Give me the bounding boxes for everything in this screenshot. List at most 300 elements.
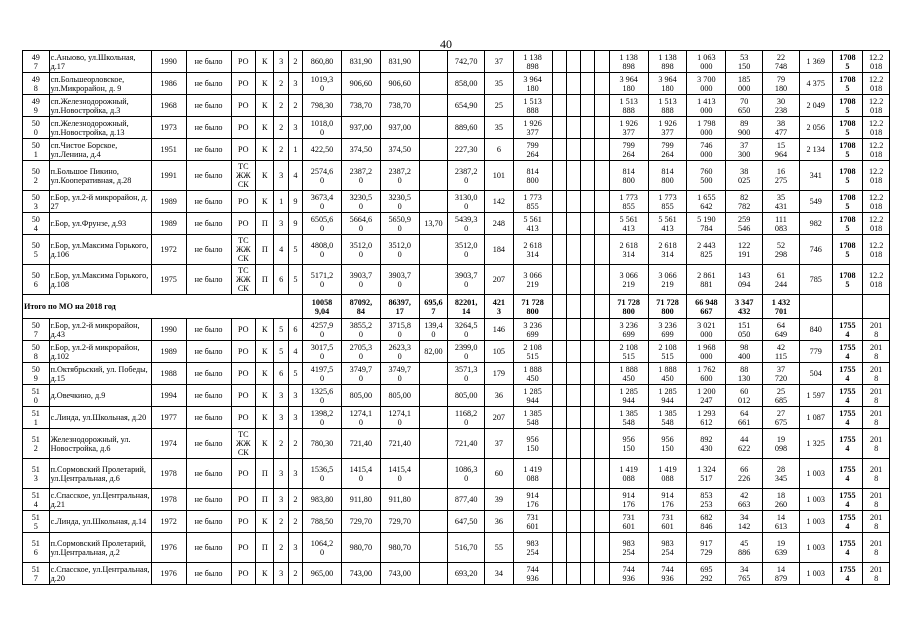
total-cell: 695,6 7 [419,295,448,319]
cell-r: 12.2 018 [863,117,890,139]
empty-cell [566,459,580,489]
cell-addr: с.Спасское, ул.Центральная, д.20 [50,564,150,583]
cell-a: 983,80 [303,489,342,511]
cell-mat: РО [231,533,256,563]
empty-cell [566,213,580,235]
cell-n: 50 2 [23,161,50,191]
cell-o: 79 180 [763,73,800,95]
cell-m: 151 050 [726,319,763,341]
empty-cell [581,117,595,139]
empty-cell [595,341,609,363]
cell-d [419,191,448,213]
cell-o: 18 260 [763,489,800,511]
cell-w: К [256,363,274,385]
cell-y: 1989 [151,191,186,213]
page-number: 40 [440,37,452,51]
cell-j: 2 108 515 [609,341,648,363]
cell-f: 5 [274,319,288,341]
cell-m: 143 094 [726,265,763,295]
cell-q: 1755 4 [832,319,863,341]
cell-o: 42 115 [763,341,800,363]
cell-j: 814 800 [609,161,648,191]
cell-y: 1974 [151,429,186,459]
cell-i: 744 936 [513,563,552,585]
cell-q: 1755 4 [832,489,863,511]
empty-cell [595,489,609,511]
cell-g: 693,20 [448,563,485,585]
cell-y: 1976 [151,563,186,585]
table-row [23,511,890,533]
total-cell: 10058 9,04 [303,295,342,319]
cell-b: 374,50 [341,139,380,161]
cell-p: 1 003 [799,511,832,533]
empty-cell [595,429,609,459]
cell-p: 746 [799,235,832,265]
cell-o: 22 748 [763,51,800,73]
cell-m: 185 000 [726,73,763,95]
cell-cap: не было [186,191,231,213]
cell-m: 64 661 [726,407,763,429]
cell-h: 207 [485,265,514,295]
cell-addr: п.Большое Пикино, ул.Кооперативная, д.28 [49,161,151,191]
cell-q: 1708 5 [832,265,863,295]
cell-d [419,511,448,533]
cell-f: 3 [274,213,288,235]
empty-cell [581,363,595,385]
cell-o: 61 244 [763,265,800,295]
cell-n: 50 1 [23,139,50,161]
cell-k: 814 800 [648,161,687,191]
cell-j: 3 236 699 [609,319,648,341]
empty-cell [581,429,595,459]
cell-c: 5650,9 0 [380,213,419,235]
cell-r: 201 8 [863,341,890,363]
table-row [23,407,890,429]
total-cell: 82201, 14 [448,295,485,319]
cell-e: 3 [288,407,302,429]
cell-l: 3 700 000 [687,73,726,95]
cell-addr: сп.Железнодорожный, ул.Новостройка, д.13 [49,117,151,139]
cell-o: 27 675 [763,407,800,429]
cell-c: 911,80 [380,489,419,511]
cell-mat: РО [231,213,256,235]
cell-j: 3 066 219 [609,265,648,295]
cell-k: 914 176 [648,489,687,511]
table-row [23,191,890,213]
cell-a: 1018,0 0 [303,117,342,139]
cell-cap: не было [186,489,231,511]
cell-o: 25 685 [763,385,800,407]
cell-d [419,265,448,295]
table-row [23,235,890,265]
cell-i: 1 285 944 [513,385,552,407]
cell-r: 12.2 018 [863,161,890,191]
cell-y: 1973 [151,117,186,139]
cell-mat: РО [231,459,256,489]
empty-cell [566,489,580,511]
table-row [23,429,890,459]
cell-cap: не было [186,429,231,459]
cell-b: 805,00 [341,385,380,407]
cell-p: 2 134 [799,139,832,161]
cell-w: К [256,191,274,213]
cell-w: К [256,51,274,73]
cell-a: 4197,5 0 [303,363,342,385]
cell-n: 50 9 [23,363,50,385]
cell-e: 2 [288,51,302,73]
cell-q: 1755 4 [832,407,863,429]
total-cell: 66 948 667 [687,295,726,319]
cell-addr: Железнодорожный, ул. Новостройка, д.6 [49,429,151,459]
empty-cell [552,73,566,95]
total-cell: 421 3 [485,295,514,319]
cell-r: 201 8 [863,429,890,459]
cell-e: 6 [288,319,302,341]
cell-c: 3512,0 0 [380,235,419,265]
cell-f: 2 [274,139,288,161]
cell-y: 1968 [151,95,186,117]
cell-p: 1 003 [799,533,832,563]
cell-c: 2387,2 0 [380,161,419,191]
empty-cell [552,235,566,265]
cell-y: 1978 [151,459,186,489]
cell-a: 4808,0 0 [303,235,342,265]
cell-f: 6 [274,363,288,385]
cell-cap: не было [186,51,231,73]
total-cell: 1 432 701 [763,295,800,319]
cell-cap: не было [186,73,231,95]
cell-a: 6505,6 0 [303,213,342,235]
cell-e: 2 [288,511,302,533]
cell-j: 3 964 180 [609,73,648,95]
cell-h: 36 [485,511,514,533]
cell-l: 2 861 881 [687,265,726,295]
cell-r: 12.2 018 [863,139,890,161]
empty-cell [595,319,609,341]
cell-h: 60 [485,459,514,489]
cell-y: 1986 [151,73,186,95]
cell-j: 5 561 413 [609,213,648,235]
table-row [23,265,890,295]
empty-cell [552,385,566,407]
empty-cell [581,385,595,407]
table-row [23,489,890,511]
empty-cell [552,191,566,213]
cell-c: 738,70 [380,95,419,117]
cell-r: 201 8 [863,489,890,511]
empty-cell [595,95,609,117]
cell-b: 729,70 [341,511,380,533]
cell-p: 1 087 [799,407,832,429]
cell-g: 1168,2 0 [448,407,485,429]
empty-cell [581,51,595,73]
cell-g: 721,40 [448,429,485,459]
cell-l: 892 430 [687,429,726,459]
cell-b: 1415,4 0 [341,459,380,489]
cell-l: 746 000 [687,139,726,161]
cell-n: 51 4 [23,489,50,511]
cell-cap: не было [186,459,231,489]
cell-m: 82 782 [726,191,763,213]
cell-n: 50 3 [23,191,50,213]
empty-cell [595,385,609,407]
cell-a: 2574,6 0 [303,161,342,191]
cell-e: 4 [288,161,302,191]
empty-cell [552,51,566,73]
cell-g: 3903,7 0 [448,265,485,295]
cell-a: 1325,6 0 [303,385,342,407]
cell-h: 146 [485,319,514,341]
cell-m: 38 025 [726,161,763,191]
cell-c: 906,60 [380,73,419,95]
cell-b: 738,70 [341,95,380,117]
cell-cap: не было [186,235,231,265]
cell-b: 3230,5 0 [341,191,380,213]
cell-r: 12.2 018 [863,213,890,235]
empty-cell [566,429,580,459]
cell-b: 980,70 [341,533,380,563]
cell-g: 3130,0 0 [448,191,485,213]
cell-c: 2623,3 0 [380,341,419,363]
cell-h: 35 [485,73,514,95]
cell-b: 3855,2 0 [341,319,380,341]
cell-a: 5171,2 0 [303,265,342,295]
cell-h: 37 [485,51,514,73]
cell-h: 25 [485,95,514,117]
empty-cell [552,563,566,585]
cell-n: 51 7 [23,563,50,585]
cell-c: 805,00 [380,385,419,407]
cell-r: 201 8 [863,563,890,585]
empty-cell [595,161,609,191]
empty-cell [595,51,609,73]
empty-cell [566,407,580,429]
cell-y: 1988 [151,363,186,385]
cell-c: 374,50 [380,139,419,161]
cell-h: 35 [485,117,514,139]
cell-w: К [256,73,274,95]
cell-l: 1 762 600 [687,363,726,385]
cell-l: 1 655 642 [687,191,726,213]
cell-o: 19 098 [763,429,800,459]
table-row [23,341,890,363]
cell-h: 179 [485,363,514,385]
cell-k: 731 601 [648,511,687,533]
empty-cell [566,265,580,295]
cell-y: 1975 [151,265,186,295]
cell-c: 729,70 [380,511,419,533]
cell-w: К [256,161,274,191]
cell-i: 5 561 413 [513,213,552,235]
cell-addr: сп.Железнодорожный, ул.Новостройка, д.3 [49,95,151,117]
cell-h: 34 [485,563,514,585]
cell-h: 55 [485,533,514,563]
cell-e: 1 [288,139,302,161]
empty-cell [595,533,609,563]
cell-p: 4 375 [799,73,832,95]
cell-cap: не было [186,95,231,117]
cell-r: 12.2 018 [863,51,890,73]
cell-e: 2 [288,489,302,511]
cell-d [419,73,448,95]
table-row [23,117,890,139]
cell-e: 2 [288,563,302,585]
cell-f: 3 [274,161,288,191]
cell-n: 51 3 [23,459,50,489]
cell-w: П [256,265,274,295]
empty-cell [552,363,566,385]
cell-f: 3 [274,51,288,73]
cell-g: 2387,2 0 [448,161,485,191]
table-row [23,385,890,407]
cell-g: 647,50 [448,511,485,533]
cell-d [419,429,448,459]
empty-cell [552,319,566,341]
cell-q: 1755 4 [832,563,863,585]
cell-w: К [256,407,274,429]
cell-o: 52 298 [763,235,800,265]
empty-cell [552,213,566,235]
cell-a: 798,30 [303,95,342,117]
empty-cell [552,511,566,533]
cell-m: 66 226 [726,459,763,489]
cell-p: 1 003 [799,489,832,511]
cell-addr: п.Сормовский Пролетарий, ул.Центральная, д.2 [49,533,151,563]
cell-j: 956 150 [609,429,648,459]
cell-i: 3 066 219 [513,265,552,295]
cell-a: 4257,9 0 [303,319,342,341]
cell-k: 1 285 944 [648,385,687,407]
cell-j: 1 513 888 [609,95,648,117]
cell-b: 906,60 [341,73,380,95]
cell-r: 12.2 018 [863,73,890,95]
cell-g: 2399,0 0 [448,341,485,363]
cell-a: 788,50 [303,511,342,533]
cell-f: 5 [274,341,288,363]
cell-f: 2 [274,511,288,533]
cell-w: К [256,341,274,363]
cell-i: 1 926 377 [513,117,552,139]
cell-i: 814 800 [513,161,552,191]
cell-b: 721,40 [341,429,380,459]
cell-g: 1086,3 0 [448,459,485,489]
cell-c: 743,00 [380,563,419,585]
cell-w: П [256,235,274,265]
empty-cell [552,265,566,295]
cell-e: 3 [288,533,302,563]
cell-d [419,407,448,429]
cell-b: 2387,2 0 [341,161,380,191]
cell-mat: РО [231,385,256,407]
cell-h: 105 [485,341,514,363]
empty-cell [552,95,566,117]
cell-addr: г.Бор, ул.Максима Горького, д.108 [49,265,151,295]
empty-cell [581,191,595,213]
cell-i: 1 773 855 [513,191,552,213]
empty-cell [595,213,609,235]
cell-p: 1 003 [799,563,832,585]
cell-mat: РО [231,363,256,385]
cell-k: 1 773 855 [648,191,687,213]
cell-l: 853 253 [687,489,726,511]
cell-i: 1 385 548 [513,407,552,429]
table-row [23,563,890,585]
cell-g: 227,30 [448,139,485,161]
cell-w: К [256,385,274,407]
cell-cap: не было [186,319,231,341]
table-row [23,73,890,95]
cell-m: 34 142 [726,511,763,533]
cell-c: 3903,7 0 [380,265,419,295]
empty-cell [552,295,566,319]
cell-o: 38 477 [763,117,800,139]
cell-c: 980,70 [380,533,419,563]
cell-g: 858,00 [448,73,485,95]
cell-e: 3 [288,117,302,139]
cell-g: 877,40 [448,489,485,511]
empty-cell [581,533,595,563]
cell-e: 3 [288,385,302,407]
cell-f: 6 [274,265,288,295]
cell-y: 1990 [151,51,186,73]
cell-k: 799 264 [648,139,687,161]
empty-cell [552,533,566,563]
cell-n: 49 9 [23,95,50,117]
cell-r: 12.2 018 [863,191,890,213]
empty-cell [552,407,566,429]
cell-addr: г.Бор, ул.2-й микрорайон, д. 27 [49,191,151,213]
cell-q: 1708 5 [832,161,863,191]
cell-k: 1 513 888 [648,95,687,117]
cell-k: 5 561 413 [648,213,687,235]
cell-k: 1 419 088 [648,459,687,489]
cell-cap: не было [186,341,231,363]
empty-cell [566,139,580,161]
cell-mat: РО [231,139,256,161]
cell-y: 1976 [151,533,186,563]
table-row [23,139,890,161]
empty-cell [595,235,609,265]
cell-y: 1989 [151,213,186,235]
cell-e: 9 [288,213,302,235]
cell-j: 1 285 944 [609,385,648,407]
total-cell: 71 728 800 [648,295,687,319]
cell-y: 1972 [151,511,186,533]
empty-cell [581,265,595,295]
empty-cell [566,95,580,117]
cell-l: 1 968 000 [687,341,726,363]
cell-a: 1064,2 0 [303,533,342,563]
table-row [23,363,890,385]
cell-h: 6 [485,139,514,161]
cell-g: 889,60 [448,117,485,139]
cell-b: 937,00 [341,117,380,139]
cell-o: 64 649 [763,319,800,341]
cell-o: 15 964 [763,139,800,161]
cell-r: 201 8 [863,385,890,407]
cell-addr: г.Бор, ул.Максима Горького, д.106 [49,235,151,265]
cell-c: 1274,1 0 [380,407,419,429]
cell-q: 1755 4 [832,533,863,563]
cell-mat: ТС ЖЖ СК [231,235,256,265]
cell-i: 1 138 898 [513,51,552,73]
cell-addr: д.Овечкино, д.9 [49,385,151,407]
cell-a: 965,00 [303,563,342,585]
cell-h: 142 [485,191,514,213]
cell-r: 201 8 [863,407,890,429]
empty-cell [581,341,595,363]
cell-f: 2 [274,533,288,563]
